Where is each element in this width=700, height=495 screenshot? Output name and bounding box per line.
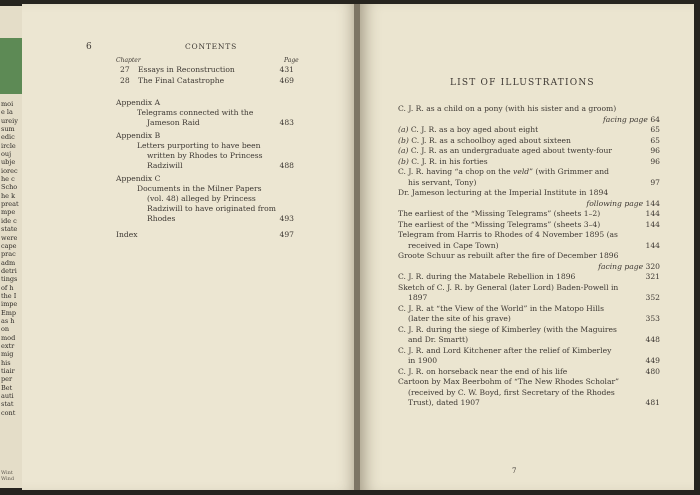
illustration-caption-line: Dr. Jameson lecturing at the Imperial Institute in 1894 (398, 188, 609, 197)
adjacent-text-fragment: ubje (1, 158, 16, 167)
illustration-caption-line: C. J. R. having “a chop on the veld” (with Grimmer and (398, 167, 610, 176)
running-head: CONTENTS (185, 42, 238, 51)
index-page: 497 (279, 230, 294, 239)
illustration-caption-line: (b) C. J. R. as a schoolboy aged about sixteen (398, 135, 571, 145)
adjacent-text-fragment: tiair (1, 367, 15, 375)
page-prefix: facing page (598, 261, 646, 271)
adjacent-text-fragment: prac (1, 250, 16, 259)
illustration-caption-line: (a) C. J. R. as an undergraduate aged about twenty-four (398, 146, 612, 155)
page-column-header: Page (284, 57, 299, 64)
adjacent-text-fragment: e la (1, 108, 13, 117)
adjacent-text-fragment: mpe (1, 208, 16, 217)
green-binding-strip (0, 38, 22, 94)
appendix-description-line: written by Rhodes to Princess (147, 151, 263, 160)
adjacent-text-fragment: Bet (1, 383, 13, 392)
illustration-page: 144 (645, 219, 660, 229)
adjacent-text-fragment: mig (1, 350, 14, 359)
adjacent-footer-line: Wint (1, 470, 13, 476)
adjacent-text-fragment: stat (1, 400, 14, 409)
adjacent-page-text (1, 100, 23, 417)
adjacent-text-fragment: iorec (1, 166, 18, 175)
adjacent-text-fragment: as h (1, 316, 15, 325)
caption-marker: (b) (398, 156, 409, 166)
page-prefix: facing page (602, 114, 651, 124)
adjacent-text-fragment: impe (1, 300, 18, 309)
appendix-description-line: (vol. 48) alleged by Princess (147, 194, 256, 203)
adjacent-text-fragment: on (1, 325, 10, 334)
adjacent-text-fragment: auti (1, 392, 14, 401)
illustration-page: 449 (645, 356, 660, 365)
adjacent-page-footer (1, 470, 14, 482)
adjacent-text-fragment: sum (1, 125, 15, 134)
illustration-page: 96 (650, 156, 660, 166)
adjacent-text-fragment: edic (1, 133, 15, 142)
adjacent-text-fragment: state (1, 225, 18, 234)
appendix-page: 493 (279, 214, 294, 223)
illustration-caption-line: in 1900 (408, 356, 438, 365)
adjacent-text-fragment: detri (1, 266, 17, 275)
appendix-label: Appendix B (116, 131, 161, 140)
illustration-page: 352 (645, 293, 660, 302)
illustration-page: following page 144 (586, 198, 660, 208)
adjacent-text-fragment: ouj (1, 150, 12, 159)
illustration-page: 480 (645, 366, 660, 376)
adjacent-text-fragment: ide c (1, 216, 17, 225)
illustration-page: facing page 320 (598, 261, 660, 271)
illustration-caption-line: C. J. R. during the Matabele Rebellion in 1896 (398, 272, 576, 281)
adjacent-text-fragment: ircle (1, 141, 16, 150)
appendix-description-line: Jameson Raid (147, 118, 200, 127)
caption-italic-word: veld (513, 167, 530, 176)
chapter-page: 431 (279, 65, 294, 74)
adjacent-text-fragment: mod (1, 333, 16, 342)
illustration-caption-line: C. J. R. at “the View of the World” in the Matopo Hills (398, 303, 604, 313)
right-page-illustrations (360, 4, 694, 490)
adjacent-text-fragment: preat (1, 200, 19, 209)
illustration-caption-line: Groote Schuur as rebuilt after the fire of December 1896 (398, 251, 619, 260)
appendix-label: Appendix C (116, 174, 161, 183)
appendix-page: 483 (279, 118, 294, 127)
illustration-caption-line: (b) C. J. R. in his forties (398, 156, 488, 166)
caption-marker: (b) (398, 135, 409, 145)
adjacent-text-fragment: cape (1, 241, 17, 250)
adjacent-text-fragment: extr (1, 341, 15, 350)
index-label: Index (116, 230, 138, 239)
illustration-caption-line: and Dr. Smartt) (408, 335, 469, 344)
illustration-page: facing page 64 (602, 114, 660, 124)
illustration-caption-line: (a) C. J. R. as a boy aged about eight (398, 125, 539, 134)
illustration-caption-line: Trust), dated 1907 (408, 398, 480, 407)
appendix-description-line: Radziwill (147, 161, 183, 170)
chapter-title: The Final Catastrophe (138, 76, 225, 85)
illustration-page: 65 (650, 125, 660, 134)
chapter-page: 469 (279, 76, 294, 85)
illustration-caption-line: C. J. R. during the siege of Kimberley (with the Maguires (398, 324, 617, 334)
illustration-caption-line: Telegram from Harris to Rhodes of 4 November 1895 (as (398, 230, 618, 239)
illustration-caption-line: C. J. R. and Lord Kitchener after the relief of Kimberley (398, 345, 612, 355)
adjacent-text-fragment: his (1, 358, 11, 367)
appendix-page: 488 (279, 161, 294, 170)
illustration-caption-line: (later the site of his grave) (408, 314, 511, 323)
adjacent-text-fragment: of h (1, 283, 14, 292)
adjacent-text-fragment: tings (1, 275, 18, 284)
adjacent-text-fragment: were (1, 233, 18, 242)
illustration-caption-line: The earliest of the “Missing Telegrams” (sheets 3–4) (398, 219, 601, 229)
illustration-caption-line: 1897 (408, 293, 428, 302)
illustrations-heading: LIST OF ILLUSTRATIONS (450, 78, 595, 88)
page-prefix: following page (586, 198, 646, 208)
illustration-page: 65 (650, 135, 660, 145)
adjacent-text-fragment: Emp (1, 308, 17, 317)
illustration-caption-line: C. J. R. on horseback near the end of his life (398, 366, 568, 376)
adjacent-text-fragment: cont (1, 408, 16, 417)
adjacent-text-fragment: the I (1, 291, 17, 300)
left-page-contents (22, 4, 358, 490)
illustration-page: 144 (645, 209, 660, 218)
appendix-description-line: Letters purporting to have been (137, 141, 261, 150)
illustration-page: 448 (645, 335, 660, 344)
illustration-caption-line: received in Cape Town) (408, 240, 499, 250)
chapter-title: Essays in Reconstruction (138, 65, 235, 74)
illustration-caption-line: (received by C. W. Boyd, first Secretary of the Rhodes (408, 387, 615, 397)
right-page-folio: 7 (512, 467, 517, 475)
illustration-caption-line: Sketch of C. J. R. by General (later Lord) Baden-Powell in (398, 282, 619, 292)
illustration-page: 96 (650, 146, 660, 155)
illustration-caption-line: C. J. R. as a child on a pony (with his sister and a groom) (398, 104, 617, 113)
illustration-page: 321 (645, 272, 660, 281)
adjacent-text-fragment: moi (1, 100, 14, 108)
appendix-label: Appendix A (116, 98, 161, 107)
appendix-description-line: Radziwill to have originated from (147, 204, 276, 213)
caption-marker: (a) (398, 125, 409, 134)
chapter-column-header: Chapter (116, 57, 141, 64)
appendix-description-line: Documents in the Milner Papers (137, 184, 262, 193)
left-page-number: 6 (86, 42, 92, 52)
adjacent-text-fragment: per (1, 375, 13, 384)
adjacent-footer-line: Wind (1, 476, 15, 482)
illustration-page: 144 (645, 240, 660, 250)
illustration-page: 97 (650, 177, 660, 187)
chapter-number: 27 (120, 65, 130, 74)
adjacent-text-fragment: Scho (1, 183, 18, 192)
chapter-number: 28 (120, 76, 130, 85)
adjacent-text-fragment: he c (1, 175, 15, 184)
adjacent-page-edge (0, 6, 23, 488)
illustration-caption-line: The earliest of the “Missing Telegrams” (sheets 1–2) (398, 209, 601, 218)
illustration-page: 353 (645, 314, 660, 323)
appendix-description-line: Telegrams connected with the (137, 108, 254, 117)
illustration-caption-line: Cartoon by Max Beerbohm of “The New Rhodes Scholar” (398, 377, 619, 386)
adjacent-text-fragment: ureiy (1, 116, 18, 125)
adjacent-text-fragment: adm (1, 258, 16, 267)
illustration-caption-line: his servant, Tony) (408, 177, 477, 187)
illustration-page: 481 (645, 398, 660, 407)
caption-marker: (a) (398, 146, 409, 155)
appendix-description-line: Rhodes (147, 214, 176, 223)
adjacent-text-fragment: he k (1, 191, 16, 200)
